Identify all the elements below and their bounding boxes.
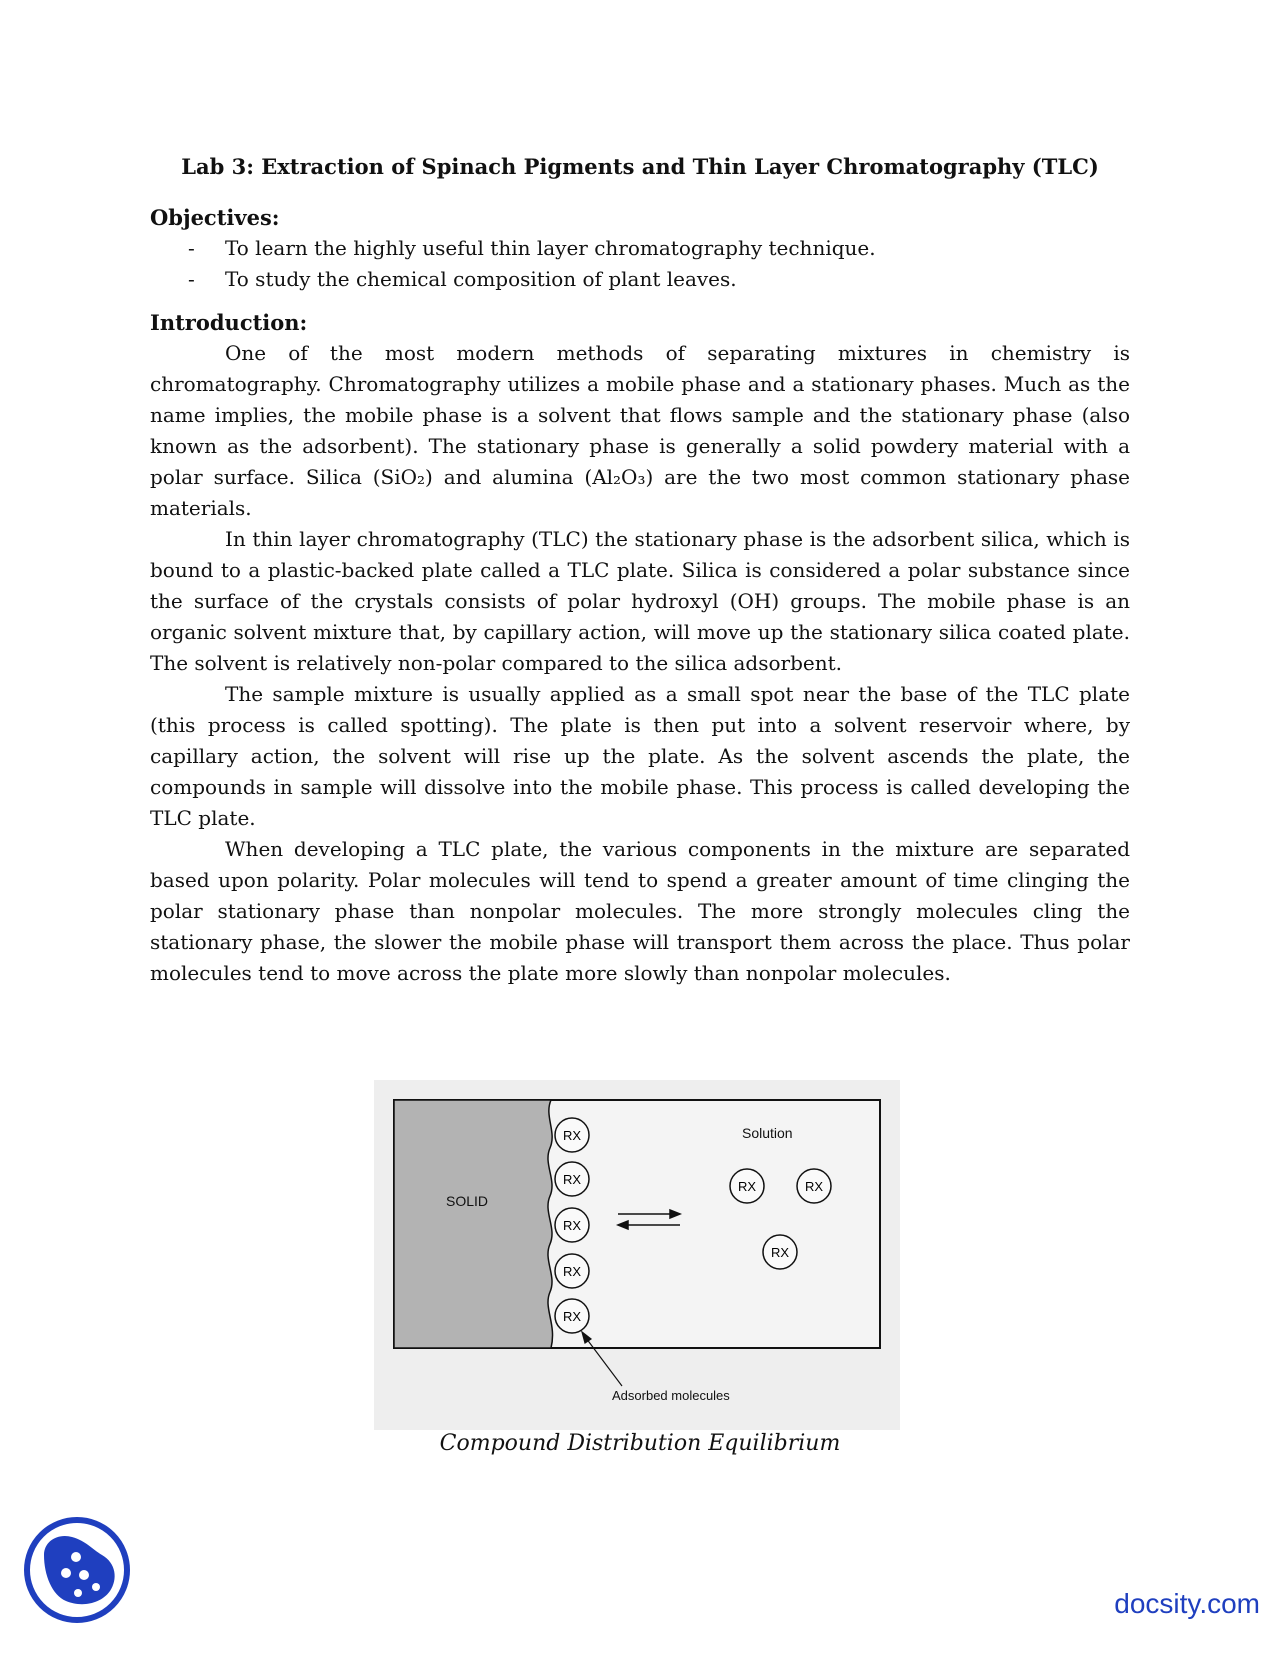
solution-label: Solution	[742, 1125, 793, 1141]
intro-paragraph-3: The sample mixture is usually applied as a small spot near the base of the TLC plate (this process is called spotting). The plate is then put into a solvent reservoir where, by capillary action, the solvent will rise up the plate. As the solvent ascends the plate, the compounds in sample will dissolve into the mobile phase. This process is called developing the TLC plate.	[150, 682, 1130, 830]
molecule-label: RX	[562, 1172, 582, 1187]
intro-paragraph-1: One of the most modern methods of separating mixtures in chemistry is chromatography. Chromatography utilizes a mobile phase and a stationary phases. Much as the name implies, the mobile phase is a solvent that flows sample and the stationary phase (also known as the adsorbent). The stationary phase is generally a solid powdery material with a polar surface. Silica (SiO₂) and alumina (Al₂O₃) are the two most common stationary phase materials.	[150, 341, 1130, 520]
molecule-label: RX	[562, 1128, 582, 1143]
adsorbed-molecule-5	[555, 1299, 589, 1333]
adsorbed-molecule-2	[555, 1162, 589, 1196]
molecule-label: RX	[562, 1309, 582, 1324]
document-title: Lab 3: Extraction of Spinach Pigments and Thin Layer Chromatography (TLC)	[181, 154, 1099, 179]
distribution-diagram	[374, 1080, 900, 1430]
adsorbed-molecule-1	[555, 1118, 589, 1152]
document-body	[150, 202, 1130, 989]
objective-text: To learn the highly useful thin layer chromatography technique.	[225, 236, 876, 260]
objectives-list	[150, 233, 1130, 295]
molecule-label: RX	[804, 1179, 824, 1194]
introduction-heading: Introduction:	[150, 310, 308, 335]
intro-paragraph-4: When developing a TLC plate, the various components in the mixture are separated based upon polarity. Polar molecules will tend to spend a greater amount of time clinging the polar stationary phase than nonpolar molecules. The more strongly molecules cling the stationary phase, the slower the mobile phase will transport them across the place. Thus polar molecules tend to move across the plate more slowly than nonpolar molecules.	[150, 837, 1130, 985]
adsorbed-label: Adsorbed molecules	[612, 1388, 730, 1403]
solution-molecule-2	[797, 1169, 831, 1203]
solid-label: SOLID	[446, 1193, 489, 1209]
adsorbed-molecule-4	[555, 1254, 589, 1288]
list-item: - To learn the highly useful thin layer chromatography technique.	[188, 236, 876, 260]
molecule-label: RX	[737, 1179, 757, 1194]
docsity-logo-icon	[22, 1515, 132, 1625]
solution-molecule-1	[730, 1169, 764, 1203]
list-item: - To study the chemical composition of plant leaves.	[188, 267, 737, 291]
objective-text: To study the chemical composition of plant leaves.	[225, 267, 737, 291]
adsorbed-molecule-3	[555, 1208, 589, 1242]
solution-molecule-3	[763, 1235, 797, 1269]
figure-caption: Compound Distribution Equilibrium	[439, 1431, 841, 1456]
intro-paragraph-2: In thin layer chromatography (TLC) the stationary phase is the adsorbent silica, which is bound to a plastic-backed plate called a TLC plate. Silica is considered a polar substance since the surface of the crystals consists of polar hydroxyl (OH) groups. The mobile phase is an organic solvent mixture that, by capillary action, will move up the stationary silica coated plate. The solvent is relatively non-polar compared to the silica adsorbent.	[150, 527, 1130, 675]
molecule-label: RX	[562, 1264, 582, 1279]
objectives-heading: Objectives:	[150, 205, 280, 230]
distribution-figure	[374, 1080, 900, 1430]
molecule-label: RX	[770, 1245, 790, 1260]
solid-region	[394, 1100, 553, 1348]
docsity-brand-link[interactable]: docsity.com	[1114, 1588, 1260, 1619]
molecule-label: RX	[562, 1218, 582, 1233]
